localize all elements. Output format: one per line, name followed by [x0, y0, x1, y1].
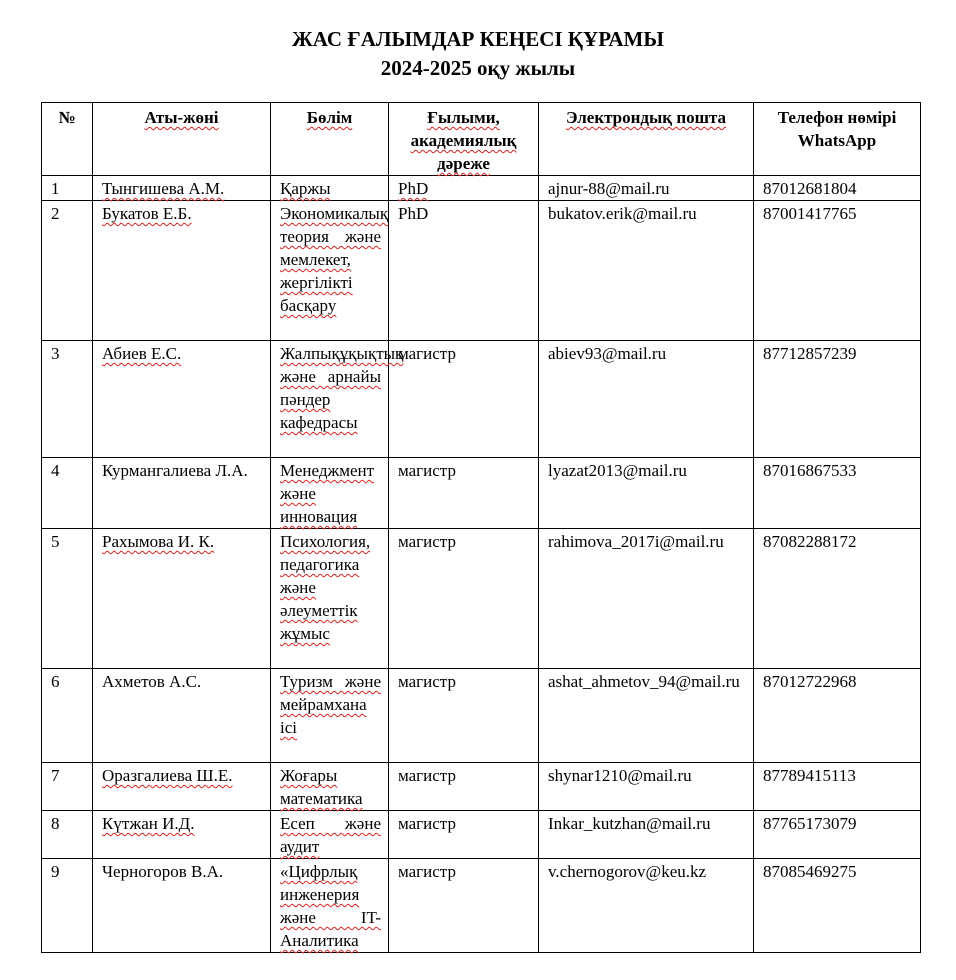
cell-degree: магистр — [389, 529, 539, 669]
cell-department: Есеп және аудит — [271, 811, 389, 859]
cell-phone: 87765173079 — [754, 811, 921, 859]
cell-name: Букатов Е.Б. — [93, 201, 271, 341]
cell-name: Абиев Е.С. — [93, 341, 271, 458]
cell-phone: 87012722968 — [754, 669, 921, 763]
header-phone: Телефон нөмірі WhatsApp — [754, 103, 921, 176]
table-row — [42, 529, 921, 669]
cell-number: 5 — [42, 529, 93, 669]
cell-department: Туризм және мейрамхана ісі — [271, 669, 389, 763]
cell-degree: магистр — [389, 811, 539, 859]
cell-degree: магистр — [389, 341, 539, 458]
table-row — [42, 669, 921, 763]
cell-phone: 87712857239 — [754, 341, 921, 458]
cell-name: Рахымова И. К. — [93, 529, 271, 669]
header-department: Бөлім — [271, 103, 389, 176]
table-row — [42, 201, 921, 341]
cell-name: Оразгалиева Ш.Е. — [93, 763, 271, 811]
table-row — [42, 763, 921, 811]
cell-number: 6 — [42, 669, 93, 763]
cell-email: ajnur-88@mail.ru — [539, 176, 754, 201]
cell-name: Ахметов А.С. — [93, 669, 271, 763]
cell-department: Экономикалық теория және мемлекет, жергілікті басқару — [271, 201, 389, 341]
cell-number: 8 — [42, 811, 93, 859]
cell-phone: 87085469275 — [754, 859, 921, 953]
cell-phone: 87001417765 — [754, 201, 921, 341]
header-email: Электрондық пошта — [539, 103, 754, 176]
cell-email: Inkar_kutzhan@mail.ru — [539, 811, 754, 859]
document-title: ЖАС ҒАЛЫМДАР КЕҢЕСІ ҚҰРАМЫ — [292, 27, 664, 51]
cell-phone: 87789415113 — [754, 763, 921, 811]
cell-email: rahimova_2017i@mail.ru — [539, 529, 754, 669]
table-row — [42, 176, 921, 201]
cell-department: Менеджмент және инновация — [271, 458, 389, 529]
members-table — [41, 102, 921, 953]
table-row — [42, 811, 921, 859]
header-name: Аты-жөні — [93, 103, 271, 176]
cell-name: Күтжан И.Д. — [93, 811, 271, 859]
header-number: № — [42, 103, 93, 176]
cell-phone: 87012681804 — [754, 176, 921, 201]
cell-email: ashat_ahmetov_94@mail.ru — [539, 669, 754, 763]
cell-department: Қаржы — [271, 176, 389, 201]
cell-department: Жалпықұқықтық және арнайы пәндер кафедрасы — [271, 341, 389, 458]
cell-degree: магистр — [389, 458, 539, 529]
cell-department: Психология, педагогика және әлеуметтік жұмыс — [271, 529, 389, 669]
cell-email: v.chernogorov@keu.kz — [539, 859, 754, 953]
cell-email: abiev93@mail.ru — [539, 341, 754, 458]
cell-degree: магистр — [389, 763, 539, 811]
cell-number: 2 — [42, 201, 93, 341]
cell-email: shynar1210@mail.ru — [539, 763, 754, 811]
table-row — [42, 341, 921, 458]
cell-department: Жоғары математика — [271, 763, 389, 811]
cell-number: 1 — [42, 176, 93, 201]
cell-name: Тынгишева А.М. — [93, 176, 271, 201]
document-subtitle: 2024-2025 оқу жылы — [380, 56, 576, 80]
cell-number: 3 — [42, 341, 93, 458]
cell-number: 4 — [42, 458, 93, 529]
cell-number: 7 — [42, 763, 93, 811]
cell-name: Курмангалиева Л.А. — [93, 458, 271, 529]
cell-email: lyazat2013@mail.ru — [539, 458, 754, 529]
cell-degree: PhD — [389, 176, 539, 201]
header-degree: Ғылыми, академиялық дәреже — [389, 103, 539, 176]
cell-phone: 87016867533 — [754, 458, 921, 529]
table-row — [42, 859, 921, 953]
cell-degree: магистр — [389, 669, 539, 763]
cell-degree: магистр — [389, 859, 539, 953]
cell-department: «Цифрлық инженерия және IT-Аналитика — [271, 859, 389, 953]
table-header-row — [42, 103, 921, 176]
table-row — [42, 458, 921, 529]
cell-degree: PhD — [389, 201, 539, 341]
cell-phone: 87082288172 — [754, 529, 921, 669]
cell-name: Черногоров В.А. — [93, 859, 271, 953]
cell-email: bukatov.erik@mail.ru — [539, 201, 754, 341]
cell-number: 9 — [42, 859, 93, 953]
